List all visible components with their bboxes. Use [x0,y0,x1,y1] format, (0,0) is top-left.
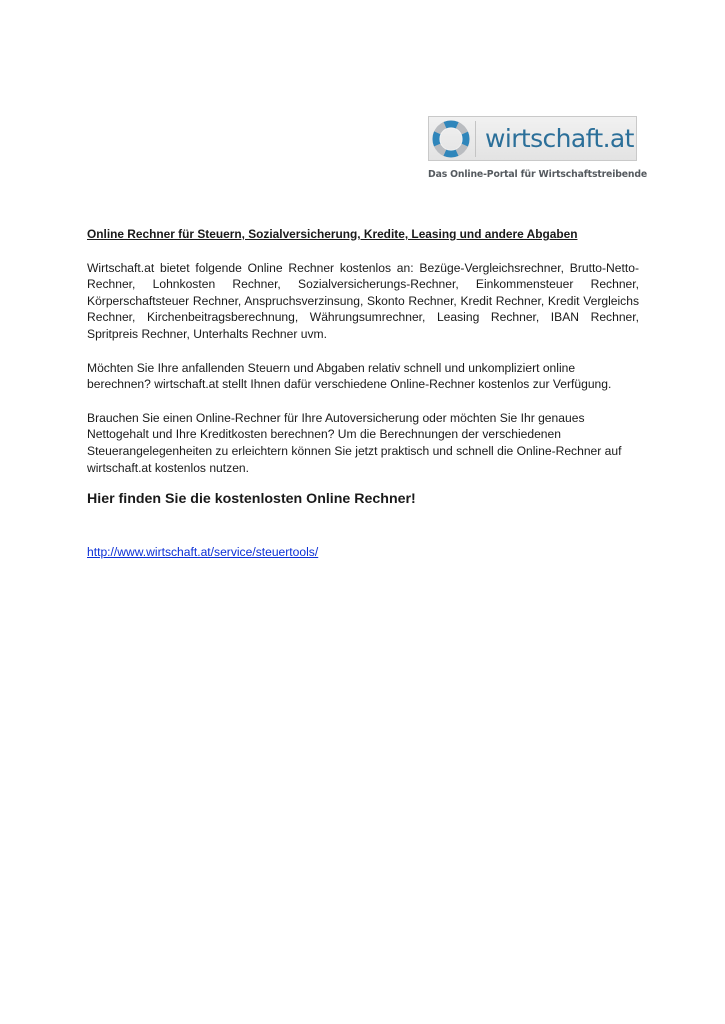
paragraph-usage [87,410,639,476]
logo-tagline: Das Online-Portal für Wirtschaftstreibende [428,169,648,180]
call-to-action: Hier finden Sie die kostenlosten Online Rechner! [87,491,416,508]
paragraph-usage-line: Steuerangelegenheiten zu erleichtern können Sie jetzt praktisch und schnell die Online-Rechner auf [87,443,622,458]
paragraph-usage-line: Brauchen Sie einen Online-Rechner für Ihre Autoversicherung oder möchten Sie Ihr genaues [87,410,585,425]
paragraph-intro-line: Möchten Sie Ihre anfallenden Steuern und Abgaben relativ schnell und unkompliziert online [87,360,576,375]
document-heading: Online Rechner für Steuern, Sozialversicherung, Kredite, Leasing und andere Abgaben [87,227,578,241]
paragraph-usage-line: wirtschaft.at kostenlos nutzen. [87,460,250,475]
logo-wordmark: wirtschaft.at [485,124,634,153]
paragraph-usage-line: Nettogehalt und Ihre Kreditkosten berechnen? Um die Berechnungen der verschiedenen [87,427,561,442]
paragraph-calculators: Wirtschaft.at bietet folgende Online Rechner kostenlos an: Bezüge-Vergleichsrechner, Brutto-Netto-Rechner, Lohnkosten Rechner, Sozialversicherungs-Rechner, Einkommensteuer Rechner, Körperschaftsteuer Rechner, Anspruchsverzinsung, Skonto Rechner, Kredit Rechner, Kredit Vergleichs Rechner, Kirchenbeitragsberechnung, Währungsumrechner, Leasing Rechner, IBAN Rechner, Spritpreis Rechner, Unterhalts Rechner uvm. [87,260,639,341]
logo-divider [475,121,476,157]
paragraph-intro-line: berechnen? wirtschaft.at stellt Ihnen dafür verschiedene Online-Rechner kostenlos zur Verfügung. [87,377,612,392]
steuertools-link[interactable]: http://www.wirtschaft.at/service/steuertools/ [87,545,319,560]
logo-box [428,116,637,161]
logo [428,116,648,180]
document-body [87,226,639,561]
paragraph-intro [87,360,639,393]
lifebuoy-icon [432,120,470,158]
